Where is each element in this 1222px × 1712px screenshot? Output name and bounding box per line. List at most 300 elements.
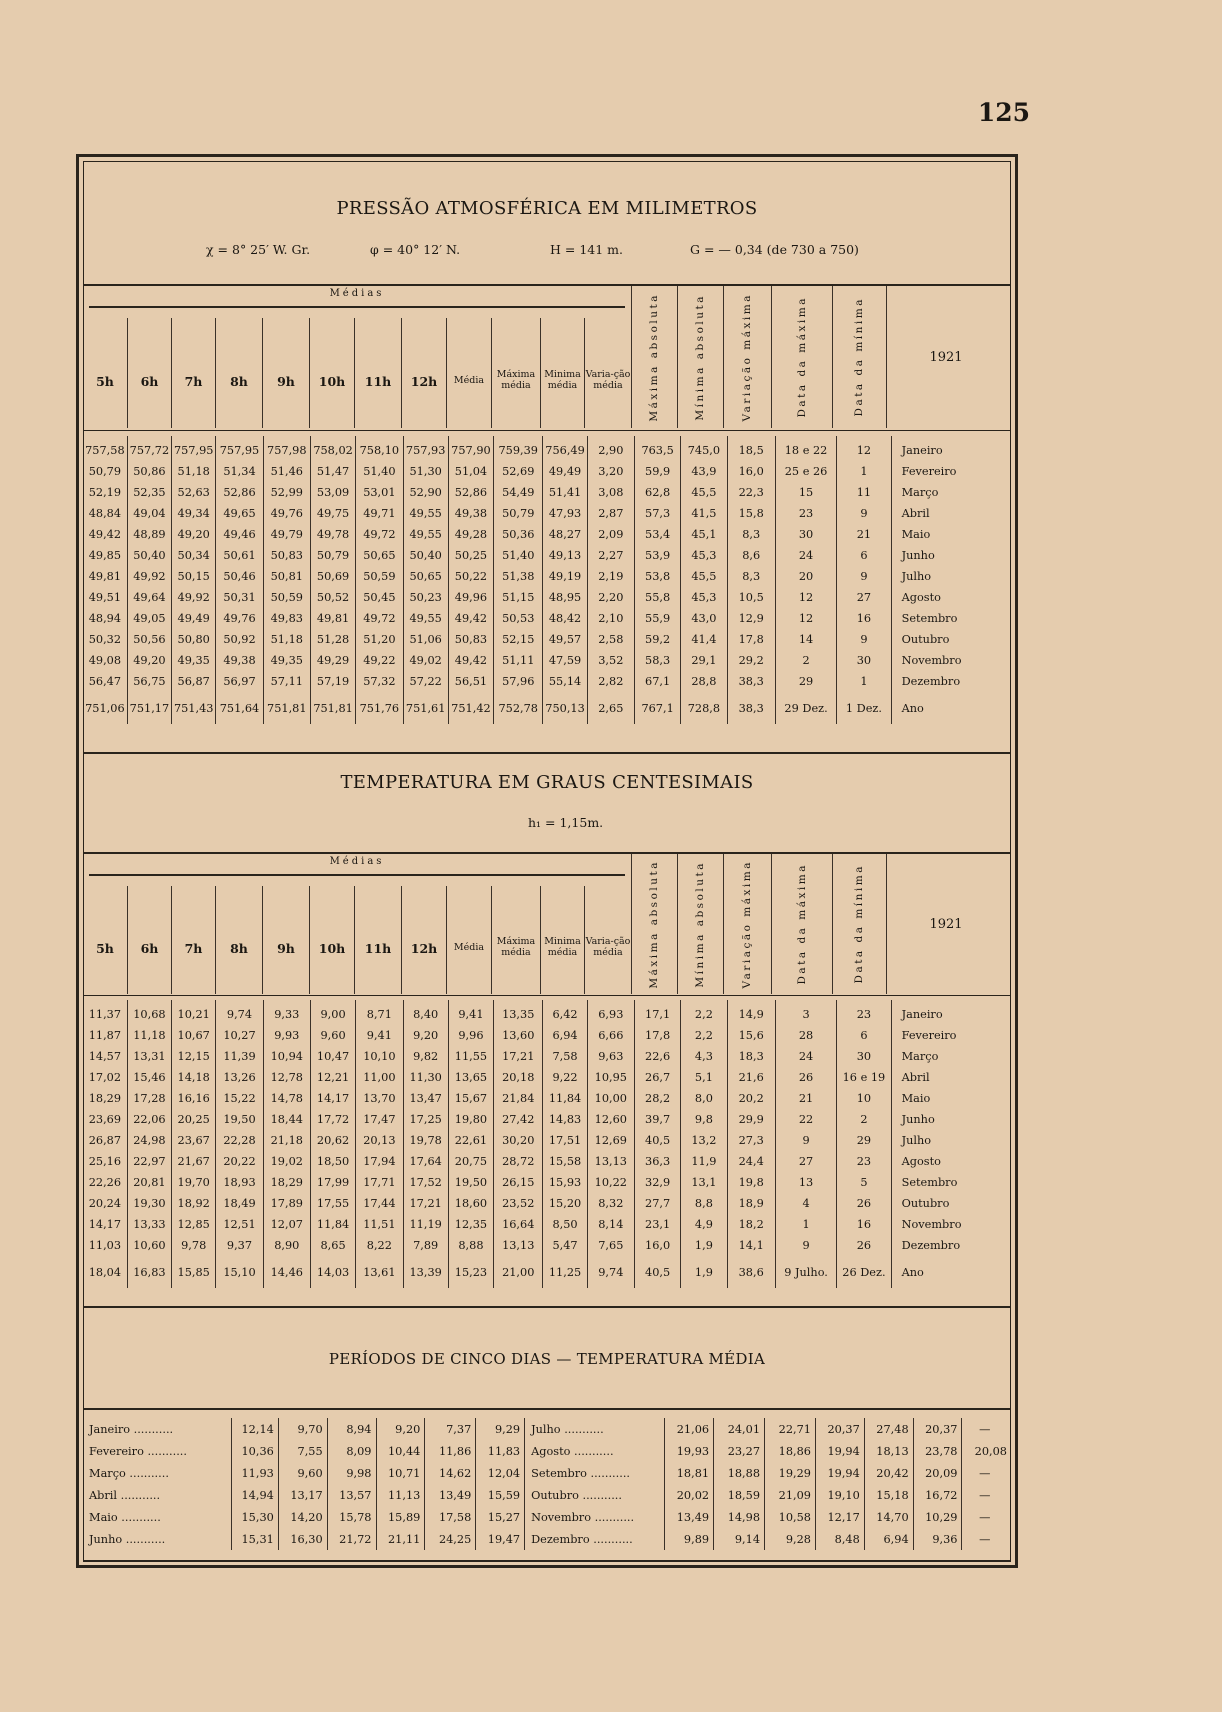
temperature-value-cell: 4 [775,1193,836,1214]
pressure-value-cell: 49,20 [127,650,171,671]
pressure-value-cell: 49,81 [88,570,122,583]
pressure-value-cell: 50,79 [494,503,543,524]
periods-value-cell: 12,17 [815,1506,864,1528]
pressure-value-cell: 27 [837,587,891,608]
temperature-value-cell: 13,31 [127,1046,171,1067]
pressure-col-header-text-13: Máxima absoluta [648,292,660,422]
pressure-value-cell: 41,5 [681,503,727,524]
temperature-value-cell: 15,22 [216,1088,263,1109]
pressure-value-cell: 751,81 [310,692,355,724]
pressure-value-cell: 15,8 [727,503,775,524]
pressure-value-cell: 49,75 [310,503,355,524]
temperature-value-cell: 26 Dez. [837,1256,891,1288]
pressure-value-cell: 757,95 [216,436,263,461]
temperature-value-cell: 27,3 [727,1130,775,1151]
temperature-value-cell: 10,60 [127,1235,171,1256]
temperature-bottom-rule [83,1306,1011,1308]
pressure-value-cell: 11 [837,482,891,503]
periods-month-label: Outubro ........... [525,1484,665,1506]
temperature-table [83,1000,1011,1288]
temperature-value-cell: 28,2 [634,1088,680,1109]
temperature-value-cell: 9,41 [448,1000,493,1025]
temperature-value-cell: 9,60 [310,1025,355,1046]
pressure-value-cell: 52,15 [494,629,543,650]
temperature-month-cell: Julho [891,1130,1011,1151]
temperature-value-cell: 22 [775,1109,836,1130]
periods-value-cell: — [962,1506,1011,1528]
temperature-value-cell: 21,6 [727,1067,775,1088]
temperature-value-cell: 13,33 [127,1214,171,1235]
pressure-month-cell: Maio [891,524,1011,545]
pressure-value-cell: 757,95 [172,436,216,461]
temperature-value-cell: 27,7 [634,1193,680,1214]
temperature-value-cell: 22,28 [216,1130,263,1151]
temperature-value-cell: 13,1 [681,1172,727,1193]
temperature-value-cell: 2,2 [681,1025,727,1046]
pressure-value-cell: 50,59 [356,566,403,587]
temperature-row [83,1000,1011,1025]
temperature-col-header-6: 10h [309,886,354,994]
periods-value-cell: 9,28 [765,1528,816,1550]
temperature-value-cell: 15,6 [727,1025,775,1046]
periods-value-cell: 24,25 [425,1528,476,1550]
periods-value-cell: 21,72 [327,1528,376,1550]
temperature-value-cell: 3 [775,1000,836,1025]
pressure-value-cell: 49,92 [172,587,216,608]
temperature-value-cell: 15,85 [172,1256,216,1288]
temperature-value-cell: 21,18 [263,1130,310,1151]
temperature-value-cell: 15,46 [127,1067,171,1088]
temperature-value-cell: 9,8 [681,1109,727,1130]
temperature-row [83,1235,1011,1256]
pressure-value-cell: 45,3 [681,587,727,608]
periods-value-cell: 11,13 [376,1484,425,1506]
temperature-value-cell: 11,00 [356,1067,403,1088]
temperature-col-header-text-14: Mínima absoluta [694,860,706,988]
temperature-value-cell: 19,02 [263,1151,310,1172]
temperature-value-cell: 13,47 [403,1088,448,1109]
pressure-value-cell: 30 [837,650,891,671]
pressure-month-cell: Julho [891,566,1011,587]
temperature-value-cell: 11,30 [403,1067,448,1088]
temperature-col-header-3: 7h [171,886,215,994]
temperature-col-header-10: Máxima média [491,886,540,994]
temperature-value-cell: 9,37 [216,1235,263,1256]
temperature-value-cell: 20,13 [356,1130,403,1151]
pressure-value-cell: 51,18 [172,461,216,482]
temperature-value-cell: 25,16 [88,1155,122,1168]
temperature-month-cell: Junho [891,1109,1011,1130]
temperature-value-cell: 26 [775,1067,836,1088]
pressure-value-cell: 50,40 [127,545,171,566]
temperature-col-header-text-17: Data da mínima [853,864,865,984]
temperature-value-cell: 9,74 [587,1256,634,1288]
temperature-value-cell: 8,71 [356,1000,403,1025]
temperature-month-cell: Janeiro [891,1000,1011,1025]
pressure-value-cell: 50,69 [310,566,355,587]
temperature-month-cell: Outubro [891,1193,1011,1214]
pressure-value-cell: 758,02 [310,436,355,461]
periods-value-cell: 18,88 [714,1462,765,1484]
periods-value-cell: 20,02 [665,1484,714,1506]
pressure-value-cell: 53,01 [356,482,403,503]
periods-value-cell: 11,83 [476,1440,525,1462]
temperature-value-cell: 17,55 [310,1193,355,1214]
pressure-value-cell: 2,27 [587,545,634,566]
periods-value-cell: 6,94 [864,1528,913,1550]
page-number: 125 [977,98,1030,127]
pressure-value-cell: 49,22 [356,650,403,671]
pressure-value-cell: 51,34 [216,461,263,482]
periods-month-label: Julho ........... [525,1418,665,1440]
periods-value-cell: 15,59 [476,1484,525,1506]
periods-value-cell: 14,70 [864,1506,913,1528]
temperature-value-cell: 14,18 [172,1067,216,1088]
temperature-value-cell: 9,33 [263,1000,310,1025]
periods-value-cell: 10,71 [376,1462,425,1484]
temperature-value-cell: 21,84 [494,1088,543,1109]
pressure-value-cell: 51,18 [263,629,310,650]
temperature-value-cell: 12,69 [587,1130,634,1151]
pressure-value-cell: 49,79 [263,524,310,545]
temperature-value-cell: 15,23 [448,1256,493,1288]
pressure-value-cell: 10,5 [727,587,775,608]
pressure-value-cell: 9 [837,629,891,650]
pressure-value-cell: 49,57 [543,629,587,650]
pressure-value-cell: 59,9 [634,461,680,482]
temperature-month-cell: Novembro [891,1214,1011,1235]
pressure-value-cell: 728,8 [681,692,727,724]
temperature-value-cell: 39,7 [634,1109,680,1130]
pressure-value-cell: 49,46 [216,524,263,545]
pressure-col-header-text-16: Data da máxima [795,296,808,418]
temperature-value-cell: 19,80 [448,1109,493,1130]
temperature-value-cell: 4,3 [681,1046,727,1067]
pressure-value-cell: 57,11 [263,671,310,692]
pressure-value-cell: 751,64 [216,692,263,724]
pressure-value-cell: 8,3 [727,566,775,587]
temperature-col-header-16 [771,854,832,994]
pressure-value-cell: 51,40 [356,461,403,482]
pressure-col-header-4: 8h [215,318,262,428]
temperature-col-header-14 [677,854,723,994]
pressure-value-cell: 12 [775,587,836,608]
periods-value-cell: 16,30 [278,1528,327,1550]
pressure-value-cell: 2,90 [587,436,634,461]
temperature-value-cell: 9,74 [216,1000,263,1025]
temperature-value-cell: 2,2 [681,1000,727,1025]
periods-value-cell: 9,29 [476,1418,525,1440]
temperature-col-header-13 [631,854,677,994]
pressure-value-cell: 2,87 [587,503,634,524]
pressure-value-cell: 49,35 [263,650,310,671]
temperature-value-cell: 29,9 [727,1109,775,1130]
pressure-value-cell: 49,71 [356,503,403,524]
pressure-value-cell: 50,53 [494,608,543,629]
pressure-col-header-3: 7h [171,318,215,428]
temperature-value-cell: 28 [775,1025,836,1046]
periods-value-cell: 19,93 [665,1440,714,1462]
temperature-value-cell: 6 [837,1025,891,1046]
pressure-value-cell: 18 e 22 [775,436,836,461]
temperature-value-cell: 10,27 [216,1025,263,1046]
temperature-value-cell: 11,19 [403,1214,448,1235]
pressure-value-cell: 47,93 [543,503,587,524]
periods-value-cell: 15,89 [376,1506,425,1528]
temperature-value-cell: 10,00 [587,1088,634,1109]
temperature-value-cell: 23,52 [494,1193,543,1214]
temperature-header [83,854,1011,994]
temperature-value-cell: 1 [775,1214,836,1235]
temperature-value-cell: 14,17 [310,1088,355,1109]
temperature-value-cell: 1,9 [681,1235,727,1256]
pressure-value-cell: 751,06 [85,701,125,715]
pressure-value-cell: 17,8 [727,629,775,650]
periods-value-cell: 12,14 [232,1418,279,1440]
temperature-col-header-9: Média [446,886,491,994]
pressure-value-cell: 751,43 [172,692,216,724]
pressure-value-cell: 29,2 [727,650,775,671]
pressure-value-cell: 756,49 [543,436,587,461]
pressure-value-cell: 49,55 [403,608,448,629]
pressure-value-cell: 58,3 [634,650,680,671]
periods-value-cell: 14,98 [714,1506,765,1528]
pressure-value-cell: 67,1 [634,671,680,692]
temperature-value-cell: 22,97 [127,1151,171,1172]
periods-row [83,1528,1011,1550]
temperature-value-cell: 9,00 [310,1000,355,1025]
temperature-value-cell: 11,84 [310,1214,355,1235]
temperature-value-cell: 24 [775,1046,836,1067]
pressure-value-cell: 51,41 [543,482,587,503]
temperature-value-cell: 9,78 [172,1235,216,1256]
temperature-value-cell: 8,14 [587,1214,634,1235]
temperature-value-cell: 17,89 [263,1193,310,1214]
temperature-value-cell: 14,78 [263,1088,310,1109]
temperature-value-cell: 1,9 [681,1256,727,1288]
periods-month-label: Fevereiro ........... [89,1444,187,1458]
periods-row [83,1484,1011,1506]
pressure-value-cell: 62,8 [634,482,680,503]
temperature-value-cell: 13,39 [403,1256,448,1288]
periods-month-label: Abril ........... [89,1488,161,1502]
pressure-value-cell: 50,23 [403,587,448,608]
temperature-row [83,1256,1011,1288]
pressure-value-cell: 52,19 [88,486,122,499]
temperature-value-cell: 17,8 [634,1025,680,1046]
pressure-value-cell: 50,15 [172,566,216,587]
temperature-value-cell: 14,03 [310,1256,355,1288]
pressure-value-cell: 50,61 [216,545,263,566]
pressure-month-cell: Ano [891,692,1011,724]
pressure-value-cell: 757,72 [127,436,171,461]
pressure-value-cell: 57,19 [310,671,355,692]
temperature-value-cell: 14,1 [727,1235,775,1256]
temperature-value-cell: 9,96 [448,1025,493,1046]
pressure-value-cell: 38,3 [727,671,775,692]
temperature-value-cell: 13,35 [494,1000,543,1025]
temperature-value-cell: 10,94 [263,1046,310,1067]
periods-bottom-rule [83,1560,1011,1562]
temperature-col-header-text-16: Data da máxima [795,863,808,985]
periods-value-cell: 23,78 [913,1440,962,1462]
pressure-value-cell: 49,78 [310,524,355,545]
temperature-value-cell: 36,3 [634,1151,680,1172]
temperature-row [83,1193,1011,1214]
periods-value-cell: 21,06 [665,1418,714,1440]
temperature-col-header-17 [832,854,886,994]
periods-value-cell: 12,04 [476,1462,525,1484]
pressure-month-cell: Outubro [891,629,1011,650]
temperature-col-header-12: Varia-ção média [584,886,631,994]
pressure-value-cell: 50,86 [127,461,171,482]
periods-value-cell: 17,58 [425,1506,476,1528]
temperature-value-cell: 17,1 [634,1000,680,1025]
periods-value-cell: — [962,1418,1011,1440]
temperature-value-cell: 18,60 [448,1193,493,1214]
pressure-col-header-text-17: Data da mínima [853,297,865,417]
periods-value-cell: 10,29 [913,1506,962,1528]
temperature-value-cell: 16 [837,1214,891,1235]
pressure-col-header-7: 11h [354,318,401,428]
temperature-value-cell: 5,47 [543,1235,587,1256]
pressure-value-cell: 50,65 [356,545,403,566]
temperature-value-cell: 19,50 [448,1172,493,1193]
pressure-value-cell: 55,14 [543,671,587,692]
pressure-value-cell: 3,20 [587,461,634,482]
temperature-value-cell: 2 [837,1109,891,1130]
pressure-value-cell: 49,05 [127,608,171,629]
pressure-header-rule [83,430,1011,431]
pressure-value-cell: 9 [837,503,891,524]
pressure-value-cell: 50,22 [448,566,493,587]
pressure-value-cell: 49,85 [88,549,122,562]
pressure-value-cell: 59,2 [634,629,680,650]
periods-value-cell: 15,31 [232,1528,279,1550]
periods-value-cell: — [962,1462,1011,1484]
temperature-value-cell: 9,22 [543,1067,587,1088]
temperature-header-rule [83,995,1011,996]
temperature-value-cell: 30 [837,1046,891,1067]
pressure-row [83,671,1011,692]
pressure-value-cell: 50,79 [310,545,355,566]
pressure-value-cell: 51,15 [494,587,543,608]
pressure-value-cell: 50,34 [172,545,216,566]
pressure-value-cell: 3,08 [587,482,634,503]
pressure-row [83,650,1011,671]
periods-month-label: Março ........... [89,1466,169,1480]
temperature-value-cell: 18,92 [172,1193,216,1214]
temperature-value-cell: 8,40 [403,1000,448,1025]
temperature-value-cell: 7,89 [403,1235,448,1256]
temperature-value-cell: 18,04 [88,1265,122,1279]
temperature-value-cell: 18,29 [88,1092,122,1105]
pressure-value-cell: 56,97 [216,671,263,692]
periods-value-cell: 15,78 [327,1506,376,1528]
periods-value-cell: 16,72 [913,1484,962,1506]
temperature-value-cell: 12,85 [172,1214,216,1235]
temperature-value-cell: 38,6 [727,1256,775,1288]
pressure-value-cell: 2,20 [587,587,634,608]
temperature-value-cell: 11,25 [543,1256,587,1288]
temperature-value-cell: 23,69 [88,1113,122,1126]
temperature-value-cell: 17,51 [543,1130,587,1151]
pressure-value-cell: 50,92 [216,629,263,650]
pressure-value-cell: 21 [837,524,891,545]
pressure-value-cell: 50,45 [356,587,403,608]
pressure-value-cell: 757,58 [85,444,125,457]
pressure-value-cell: 48,89 [127,524,171,545]
temperature-medias-label: Médias [329,856,385,867]
periods-value-cell: 24,01 [714,1418,765,1440]
pressure-value-cell: 47,59 [543,650,587,671]
temperature-value-cell: 17,21 [494,1046,543,1067]
pressure-col-header-16 [771,286,832,428]
temperature-value-cell: 19,30 [127,1193,171,1214]
temperature-value-cell: 13,70 [356,1088,403,1109]
temperature-value-cell: 24,98 [127,1130,171,1151]
pressure-value-cell: 759,39 [494,436,543,461]
temperature-value-cell: 16,64 [494,1214,543,1235]
temperature-value-cell: 8,50 [543,1214,587,1235]
pressure-value-cell: 49,81 [310,608,355,629]
temperature-value-cell: 28,72 [494,1151,543,1172]
temperature-value-cell: 19,70 [172,1172,216,1193]
temperature-col-header-5: 9h [262,886,309,994]
pressure-value-cell: 25 e 26 [775,461,836,482]
temperature-value-cell: 26,87 [88,1134,122,1147]
temperature-value-cell: 22,26 [88,1176,122,1189]
temperature-value-cell: 7,65 [587,1235,634,1256]
pressure-value-cell: 50,31 [216,587,263,608]
pressure-value-cell: 50,52 [310,587,355,608]
temperature-value-cell: 16,16 [172,1088,216,1109]
temperature-value-cell: 16 e 19 [837,1067,891,1088]
temperature-value-cell: 8,8 [681,1193,727,1214]
pressure-altitude: H = 141 m. [550,242,623,257]
pressure-value-cell: 52,99 [263,482,310,503]
temperature-medias-brace [89,874,625,882]
temperature-value-cell: 18,49 [216,1193,263,1214]
temperature-value-cell: 18,9 [727,1193,775,1214]
pressure-month-cell: Agosto [891,587,1011,608]
temperature-value-cell: 9,82 [403,1046,448,1067]
periods-value-cell: 20,37 [913,1418,962,1440]
temperature-month-cell: Abril [891,1067,1011,1088]
temperature-value-cell: 21,00 [494,1256,543,1288]
pressure-latitude: φ = 40° 12′ N. [370,242,461,257]
pressure-value-cell: 14 [775,629,836,650]
temperature-value-cell: 23 [837,1000,891,1025]
pressure-gravity: G = — 0,34 (de 730 a 750) [690,242,859,257]
periods-value-cell: 18,59 [714,1484,765,1506]
temperature-value-cell: 5,1 [681,1067,727,1088]
pressure-col-header-13 [631,286,677,428]
temperature-col-header-15 [723,854,771,994]
temperature-value-cell: 40,5 [634,1256,680,1288]
pressure-value-cell: 49,38 [216,650,263,671]
pressure-month-cell: Junho [891,545,1011,566]
pressure-value-cell: 30 [775,524,836,545]
temperature-value-cell: 10,68 [127,1000,171,1025]
temperature-title: TEMPERATURA EM GRAUS CENTESIMAIS [340,772,754,793]
periods-value-cell: 27,48 [864,1418,913,1440]
pressure-value-cell: 53,9 [634,545,680,566]
periods-value-cell: 9,60 [278,1462,327,1484]
pressure-value-cell: 745,0 [681,436,727,461]
pressure-value-cell: 49,13 [543,545,587,566]
periods-value-cell: 15,27 [476,1506,525,1528]
